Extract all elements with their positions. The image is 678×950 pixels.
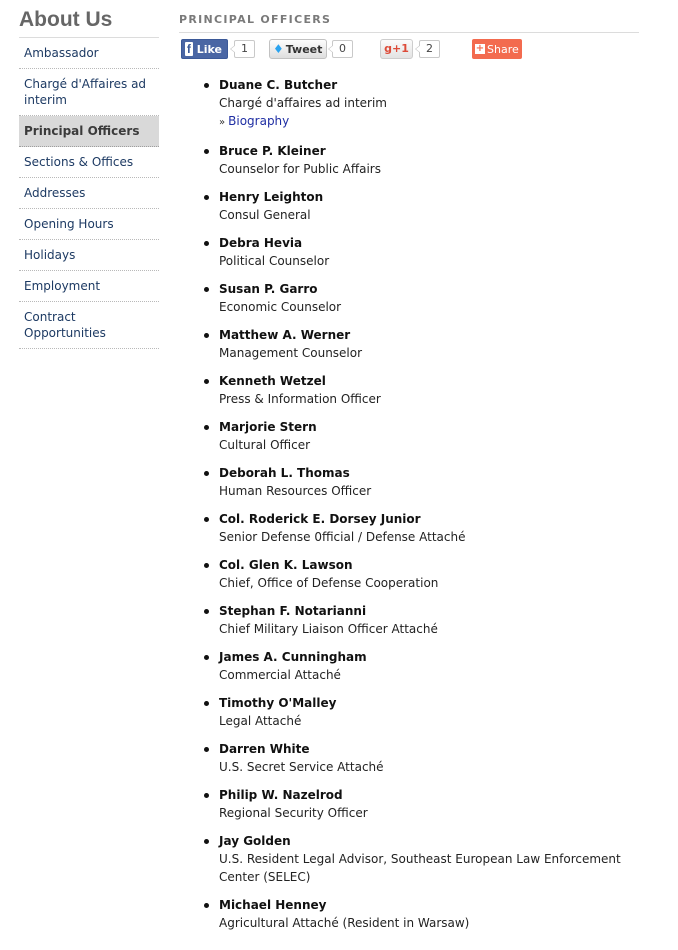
list-item bbox=[219, 234, 639, 270]
officer-title: U.S. Resident Legal Advisor, Southeast European Law Enforcement Center (SELEC) bbox=[219, 852, 621, 884]
double-chevron-right-icon: » bbox=[219, 117, 226, 128]
officer-title: Cultural Officer bbox=[219, 438, 311, 452]
list-item bbox=[219, 602, 639, 638]
officer-title: Legal Attaché bbox=[219, 714, 302, 728]
tweet-count: 0 bbox=[332, 40, 353, 58]
officer-name: Stephan F. Notarianni bbox=[219, 604, 367, 618]
officer-title: Press & Information Officer bbox=[219, 392, 381, 406]
google-plus-label: g+1 bbox=[384, 42, 409, 55]
page-title: PRINCIPAL OFFICERS bbox=[179, 0, 639, 33]
officer-name: Darren White bbox=[219, 742, 310, 756]
list-item bbox=[219, 418, 639, 454]
officer-title: Political Counselor bbox=[219, 254, 330, 268]
sidebar-item-charge-daffaires[interactable]: Chargé d'Affaires ad interim bbox=[19, 69, 159, 116]
officer-title: Regional Security Officer bbox=[219, 806, 368, 820]
list-item bbox=[219, 556, 639, 592]
officer-name: Susan P. Garro bbox=[219, 282, 318, 296]
officer-name: Michael Henney bbox=[219, 898, 327, 912]
sidebar-item-holidays[interactable]: Holidays bbox=[19, 240, 159, 271]
officer-name: James A. Cunningham bbox=[219, 650, 367, 664]
sidebar-item-opening-hours[interactable]: Opening Hours bbox=[19, 209, 159, 240]
list-item bbox=[219, 76, 639, 132]
facebook-like-button[interactable] bbox=[181, 39, 228, 59]
officer-title: U.S. Secret Service Attaché bbox=[219, 760, 384, 774]
list-item bbox=[219, 188, 639, 224]
sidebar-nav bbox=[19, 38, 159, 349]
officer-title: Commercial Attaché bbox=[219, 668, 341, 682]
share-button[interactable] bbox=[472, 39, 522, 59]
list-item bbox=[219, 648, 639, 684]
officer-title: Chief Military Liaison Officer Attaché bbox=[219, 622, 438, 636]
plus-icon: + bbox=[475, 43, 485, 54]
officer-title: Chief, Office of Defense Cooperation bbox=[219, 576, 439, 590]
officer-name: Timothy O'Malley bbox=[219, 696, 337, 710]
officer-name: Philip W. Nazelrod bbox=[219, 788, 343, 802]
officer-title: Economic Counselor bbox=[219, 300, 342, 314]
officer-name: Henry Leighton bbox=[219, 190, 324, 204]
list-item bbox=[219, 510, 639, 546]
sidebar-item-ambassador[interactable]: Ambassador bbox=[19, 38, 159, 69]
officer-name: Jay Golden bbox=[219, 834, 291, 848]
officer-name: Marjorie Stern bbox=[219, 420, 317, 434]
list-item bbox=[219, 694, 639, 730]
officer-name: Col. Roderick E. Dorsey Junior bbox=[219, 512, 421, 526]
officer-title: Management Counselor bbox=[219, 346, 363, 360]
sidebar-title: About Us bbox=[19, 0, 159, 38]
facebook-like-count: 1 bbox=[234, 40, 255, 58]
main-content bbox=[179, 0, 639, 930]
sidebar-item-sections-offices[interactable]: Sections & Offices bbox=[19, 147, 159, 178]
officer-title: Counselor for Public Affairs bbox=[219, 162, 381, 176]
twitter-bird-icon: ♦ bbox=[273, 42, 284, 56]
tweet-label: Tweet bbox=[285, 42, 323, 56]
officer-name: Col. Glen K. Lawson bbox=[219, 558, 353, 572]
sidebar bbox=[19, 0, 159, 349]
officers-list bbox=[219, 76, 639, 942]
officer-name: Kenneth Wetzel bbox=[219, 374, 326, 388]
google-plus-count: 2 bbox=[419, 40, 440, 58]
biography-link[interactable] bbox=[219, 112, 639, 132]
biography-link-label: Biography bbox=[228, 114, 290, 128]
list-item bbox=[219, 832, 639, 886]
list-item bbox=[219, 326, 639, 362]
officer-title: Chargé d'affaires ad interim bbox=[219, 96, 387, 110]
sidebar-item-employment[interactable]: Employment bbox=[19, 271, 159, 302]
officer-name: Bruce P. Kleiner bbox=[219, 144, 326, 158]
list-item bbox=[219, 464, 639, 500]
sidebar-item-contract-opportunities[interactable]: Contract Opportunities bbox=[19, 302, 159, 349]
officer-title: Human Resources Officer bbox=[219, 484, 372, 498]
share-label: Share bbox=[487, 42, 519, 56]
facebook-icon: f bbox=[186, 42, 191, 56]
list-item bbox=[219, 142, 639, 178]
sidebar-item-principal-officers[interactable]: Principal Officers bbox=[19, 116, 159, 147]
social-bar bbox=[179, 35, 639, 65]
list-item bbox=[219, 372, 639, 408]
officer-name: Deborah L. Thomas bbox=[219, 466, 350, 480]
officer-name: Matthew A. Werner bbox=[219, 328, 351, 342]
list-item bbox=[219, 740, 639, 776]
officer-title: Agricultural Attaché (Resident in Warsaw) bbox=[219, 916, 470, 930]
facebook-like-label: Like bbox=[196, 42, 222, 56]
officer-title: Consul General bbox=[219, 208, 311, 222]
list-item bbox=[219, 896, 639, 932]
google-plus-button[interactable] bbox=[380, 39, 413, 59]
officer-title: Senior Defense 0fficial / Defense Attaché bbox=[219, 530, 466, 544]
tweet-button[interactable] bbox=[269, 39, 327, 59]
sidebar-item-addresses[interactable]: Addresses bbox=[19, 178, 159, 209]
list-item bbox=[219, 280, 639, 316]
officer-name: Duane C. Butcher bbox=[219, 78, 338, 92]
list-item bbox=[219, 786, 639, 822]
officer-name: Debra Hevia bbox=[219, 236, 303, 250]
